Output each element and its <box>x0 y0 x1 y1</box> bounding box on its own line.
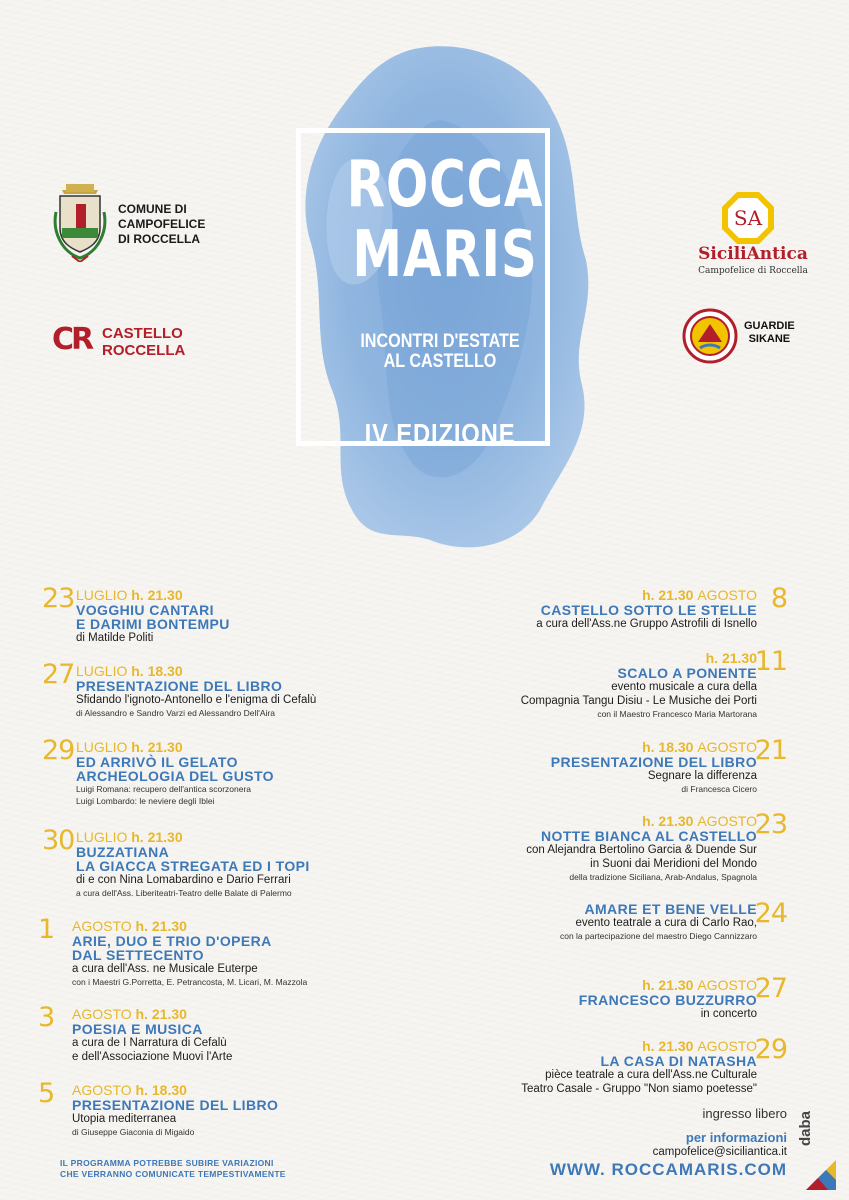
event-time: h. 21.30 <box>642 1038 694 1054</box>
event-time: h. 21.30 <box>705 650 757 666</box>
event-month: AGOSTO <box>697 1038 757 1054</box>
event-title: FRANCESCO BUZZURRO <box>578 992 757 1008</box>
event-subtitle <box>338 332 542 372</box>
event-day: 8 <box>770 583 787 614</box>
event-month: LUGLIO <box>76 829 128 845</box>
event-title: VOGGHIU CANTARI <box>76 602 214 618</box>
event-month: AGOSTO <box>72 1082 132 1098</box>
event-time: h. 18.30 <box>642 739 694 755</box>
event-credits: con il Maestro Francesco Maria Martorana <box>597 709 757 719</box>
comune-line-3: DI ROCCELLA <box>118 232 200 246</box>
event-credits: di Giuseppe Giaconia di Migaido <box>72 1127 195 1137</box>
event-entry <box>38 1002 233 1064</box>
event-date-time <box>76 663 316 679</box>
event-description: a cura dell'Ass.ne Gruppo Astrofili di Isnello <box>536 618 757 630</box>
logo-siciliantica <box>680 190 830 280</box>
event-day: 29 <box>42 735 75 766</box>
website-link[interactable]: WWW. ROCCAMARIS.COM <box>549 1160 787 1179</box>
guardie-name <box>744 320 795 346</box>
event-description: evento teatrale a cura di Carlo Rao, <box>575 917 757 929</box>
event-description: in Suoni dai Meridioni del Mondo <box>590 858 757 870</box>
daba-label: daba <box>797 1110 815 1147</box>
event-date-time <box>72 918 307 934</box>
event-title: BUZZATIANA <box>76 844 170 860</box>
note-line-1: IL PROGRAMMA POTREBBE SUBIRE VARIAZIONI <box>60 1158 274 1168</box>
event-date-time <box>536 587 757 603</box>
event-date-time <box>72 1082 278 1098</box>
event-day: 1 <box>38 914 55 945</box>
castello-line-2: ROCCELLA <box>102 342 186 359</box>
event-date-time <box>526 813 757 829</box>
event-credits: di Alessandro e Sandro Varzi ed Alessandro Dell'Aira <box>76 708 275 718</box>
event-month: AGOSTO <box>697 813 757 829</box>
event-description: in concerto <box>700 1008 757 1020</box>
event-title: LA GIACCA STREGATA ED I TOPI <box>76 858 310 874</box>
event-title: LA CASA DI NATASHA <box>600 1053 757 1069</box>
event-time: h. 21.30 <box>131 829 183 845</box>
event-entry <box>38 1078 279 1138</box>
title-line-2: MARIS <box>352 218 538 292</box>
event-title: PRESENTAZIONE DEL LIBRO <box>76 678 283 694</box>
event-entry <box>42 825 310 899</box>
event-description: a cura de I Narratura di Cefalù <box>72 1037 227 1049</box>
variations-note <box>60 1158 286 1180</box>
sa-mark: SA <box>733 206 763 230</box>
event-date-time <box>72 1006 232 1022</box>
event-description: a cura dell'Ass. ne Musicale Euterpe <box>72 963 258 975</box>
event-title: E DARIMI BONTEMPU <box>76 616 230 632</box>
event-credits: Luigi Romana: recupero dell'antica scorzonera <box>76 784 252 794</box>
event-description: Teatro Casale - Gruppo "Non siamo poetesse" <box>521 1083 757 1095</box>
daba-swatch-icon <box>806 1160 836 1190</box>
event-date-time <box>521 1038 757 1054</box>
event-entry <box>42 583 230 645</box>
event-date-time <box>76 587 230 603</box>
event-time: h. 21.30 <box>642 813 694 829</box>
event-description: Sfidando l'ignoto-Antonello e l'enigma di Cefalù <box>76 694 317 706</box>
event-credits: con i Maestri G.Porretta, E. Petrancosta, M. Licari, M. Mazzola <box>72 977 308 987</box>
event-description: di e con Nina Lomabardino e Dario Ferrari <box>76 874 291 886</box>
free-entry: ingresso libero <box>702 1106 787 1121</box>
siciliantica-name: SiciliAntica <box>698 244 808 264</box>
event-date-time <box>76 829 310 845</box>
event-title: POESIA E MUSICA <box>72 1021 203 1037</box>
event-description: di Matilde Politi <box>76 632 154 644</box>
event-title: SCALO A PONENTE <box>617 665 757 681</box>
event-title: DAL SETTECENTO <box>72 947 204 963</box>
event-time: h. 18.30 <box>131 663 183 679</box>
contact-email[interactable]: campofelice@siciliantica.it <box>652 1146 787 1158</box>
event-entry <box>42 659 317 719</box>
event-day: 24 <box>754 898 787 929</box>
event-day: 27 <box>754 973 787 1004</box>
event-description: con Alejandra Bertolino Garcia & Duende Sur <box>526 844 757 856</box>
event-entry <box>38 914 308 988</box>
event-title: CASTELLO SOTTO LE STELLE <box>540 602 757 618</box>
event-month: AGOSTO <box>697 977 757 993</box>
event-entry <box>536 583 787 631</box>
event-title: ED ARRIVÒ IL GELATO <box>76 754 238 770</box>
event-day: 23 <box>42 583 75 614</box>
event-month: LUGLIO <box>76 663 128 679</box>
event-entry <box>520 646 787 720</box>
event-credits: Luigi Lombardo: le neviere degli Iblei <box>76 796 215 806</box>
event-day: 11 <box>754 646 787 677</box>
event-credits: a cura dell'Ass. Liberiteatri-Teatro delle Balate di Palermo <box>76 888 292 898</box>
event-title: ARIE, DUO E TRIO D'OPERA <box>72 933 272 949</box>
subtitle-line-1: INCONTRI D'ESTATE <box>360 331 520 352</box>
event-credits: della tradizione Siciliana, Arab-Andalus, Spagnola <box>569 872 757 882</box>
event-day: 3 <box>38 1002 55 1033</box>
event-date-time <box>579 977 757 993</box>
event-title: NOTTE BIANCA AL CASTELLO <box>541 828 757 844</box>
crest-icon <box>52 182 108 262</box>
event-time: h. 21.30 <box>131 739 183 755</box>
event-title: PRESENTAZIONE DEL LIBRO <box>550 754 757 770</box>
event-time: h. 21.30 <box>135 918 187 934</box>
event-month: AGOSTO <box>697 587 757 603</box>
event-day: 29 <box>754 1034 787 1065</box>
event-date-time <box>76 739 274 755</box>
logo-comune <box>52 182 206 262</box>
event-month: AGOSTO <box>72 918 132 934</box>
comune-name <box>118 202 205 247</box>
event-date-time <box>551 739 757 755</box>
subtitle-line-2: AL CASTELLO <box>383 351 497 372</box>
event-date-time <box>521 650 757 666</box>
note-line-2: CHE VERRANNO COMUNICATE TEMPESTIVAMENTE <box>60 1169 286 1179</box>
event-month: AGOSTO <box>72 1006 132 1022</box>
event-entry <box>578 973 787 1021</box>
event-day: 21 <box>754 735 787 766</box>
event-credits: di Francesca Cicero <box>681 784 757 794</box>
comune-line-2: CAMPOFELICE <box>118 217 206 231</box>
event-entry <box>521 1034 787 1096</box>
guardie-line-1: GUARDIE <box>744 320 795 332</box>
event-description: Utopia mediterranea <box>72 1113 177 1125</box>
daba-logo <box>797 1090 836 1190</box>
castello-line-1: CASTELLO <box>102 325 183 342</box>
event-day: 30 <box>42 825 75 856</box>
info-label: per informazioni <box>685 1130 787 1145</box>
event-day: 5 <box>38 1078 55 1109</box>
comune-line-1: COMUNE DI <box>118 202 187 216</box>
event-credits: con la partecipazione del maestro Diego Cannizzaro <box>559 931 757 941</box>
event-entry <box>526 809 787 883</box>
logo-castello-roccella <box>52 322 202 362</box>
event-description: Compagnia Tangu Disiu - Le Musiche dei Porti <box>520 695 757 707</box>
cr-mark: CR <box>52 322 92 357</box>
guardie-badge-icon <box>682 308 738 364</box>
event-day: 27 <box>42 659 75 690</box>
event-month: LUGLIO <box>76 587 128 603</box>
event-time: h. 18.30 <box>135 1082 187 1098</box>
event-time: h. 21.30 <box>642 587 694 603</box>
castello-name <box>102 325 185 359</box>
edition-label: IV EDIZIONE <box>364 418 516 449</box>
logo-guardie-sikane <box>682 308 822 364</box>
event-time: h. 21.30 <box>131 587 183 603</box>
event-month: LUGLIO <box>76 739 128 755</box>
event-time: h. 21.30 <box>642 977 694 993</box>
event-description: pièce teatrale a cura dell'Ass.ne Culturale <box>545 1069 757 1081</box>
event-title: ARCHEOLOGIA DEL GUSTO <box>76 768 274 784</box>
event-description: Segnare la differenza <box>647 770 757 782</box>
event-month: AGOSTO <box>697 739 757 755</box>
event-description: evento musicale a cura della <box>611 681 757 693</box>
event-day: 23 <box>754 809 787 840</box>
event-entry <box>559 898 787 942</box>
event-title: AMARE ET BENE VELLE <box>584 901 757 917</box>
event-entry <box>42 735 274 807</box>
event-entry <box>550 735 787 795</box>
title-line-1: ROCCA <box>346 148 544 222</box>
event-description: e dell'Associazione Muovi l'Arte <box>72 1051 233 1063</box>
event-time: h. 21.30 <box>135 1006 187 1022</box>
siciliantica-sub: Campofelice di Roccella <box>698 266 808 276</box>
event-title <box>340 150 551 290</box>
event-title: PRESENTAZIONE DEL LIBRO <box>72 1097 279 1113</box>
guardie-line-2: SIKANE <box>748 333 791 345</box>
